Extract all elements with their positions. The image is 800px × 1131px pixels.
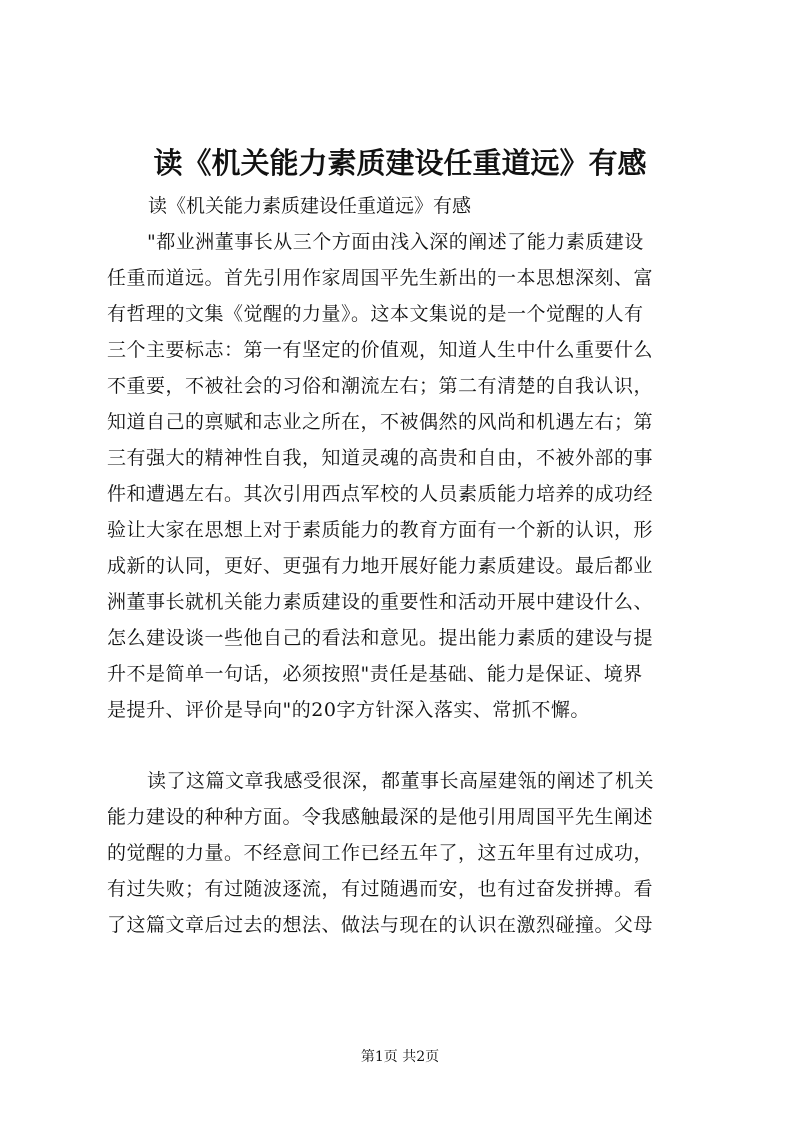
- paragraph-line: 了这篇文章后过去的想法、做法与现在的认识在激烈碰撞。父母: [107, 914, 654, 936]
- paragraph-line: 有过失败；有过随波逐流，有过随遇而安，也有过奋发拼搏。看: [107, 878, 654, 900]
- paragraph-line: 读了这篇文章我感受很深，都董事长高屋建瓴的阐述了机关: [147, 770, 655, 792]
- paragraph-line: 能力建设的种种方面。令我感触最深的是他引用周国平先生阐述: [107, 806, 654, 828]
- paragraph-line: 是提升、评价是导向"的20字方针深入落实、常抓不懈。: [107, 699, 590, 721]
- document-title: 读《机关能力素质建设任重道远》有感: [153, 146, 647, 180]
- paragraph-1: [107, 224, 707, 728]
- paragraph-line: 有哲理的文集《觉醒的力量》。这本文集说的是一个觉醒的人有: [107, 303, 644, 325]
- paragraph-line: 任重而道远。首先引用作家周国平先生新出的一本思想深刻、富: [107, 267, 654, 289]
- paragraph-line: 成新的认同，更好、更强有力地开展好能力素质建设。最后都业: [107, 555, 654, 577]
- paragraph-line: 知道自己的禀赋和志业之所在，不被偶然的风尚和机遇左右；第: [107, 411, 654, 433]
- paragraph-line: 怎么建设谈一些他自己的看法和意见。提出能力素质的建设与提: [107, 627, 654, 649]
- paragraph-line: "都业洲董事长从三个方面由浅入深的阐述了能力素质建设: [147, 231, 644, 253]
- paragraph-line: 验让大家在思想上对于素质能力的教育方面有一个新的认识，形: [107, 519, 654, 541]
- page-footer: 第1页 共2页: [360, 1049, 440, 1065]
- paragraph-line: 洲董事长就机关能力素质建设的重要性和活动开展中建设什么、: [107, 591, 654, 613]
- paragraph-2: [107, 763, 707, 943]
- paragraph-line: 不重要，不被社会的习俗和潮流左右；第二有清楚的自我认识，: [107, 375, 654, 397]
- paragraph-line: 三个主要标志：第一有坚定的价值观，知道人生中什么重要什么: [107, 339, 654, 361]
- paragraph-line: 升不是简单一句话，必须按照"责任是基础、能力是保证、境界: [107, 663, 643, 685]
- paragraph-line: 三有强大的精神性自我，知道灵魂的高贵和自由，不被外部的事: [107, 447, 654, 469]
- paragraph-line: 件和遭遇左右。其次引用西点军校的人员素质能力培养的成功经: [107, 483, 654, 505]
- paragraph-line: 的觉醒的力量。不经意间工作已经五年了，这五年里有过成功，: [107, 842, 654, 864]
- document-subtitle: 读《机关能力素质建设任重道远》有感: [148, 195, 472, 217]
